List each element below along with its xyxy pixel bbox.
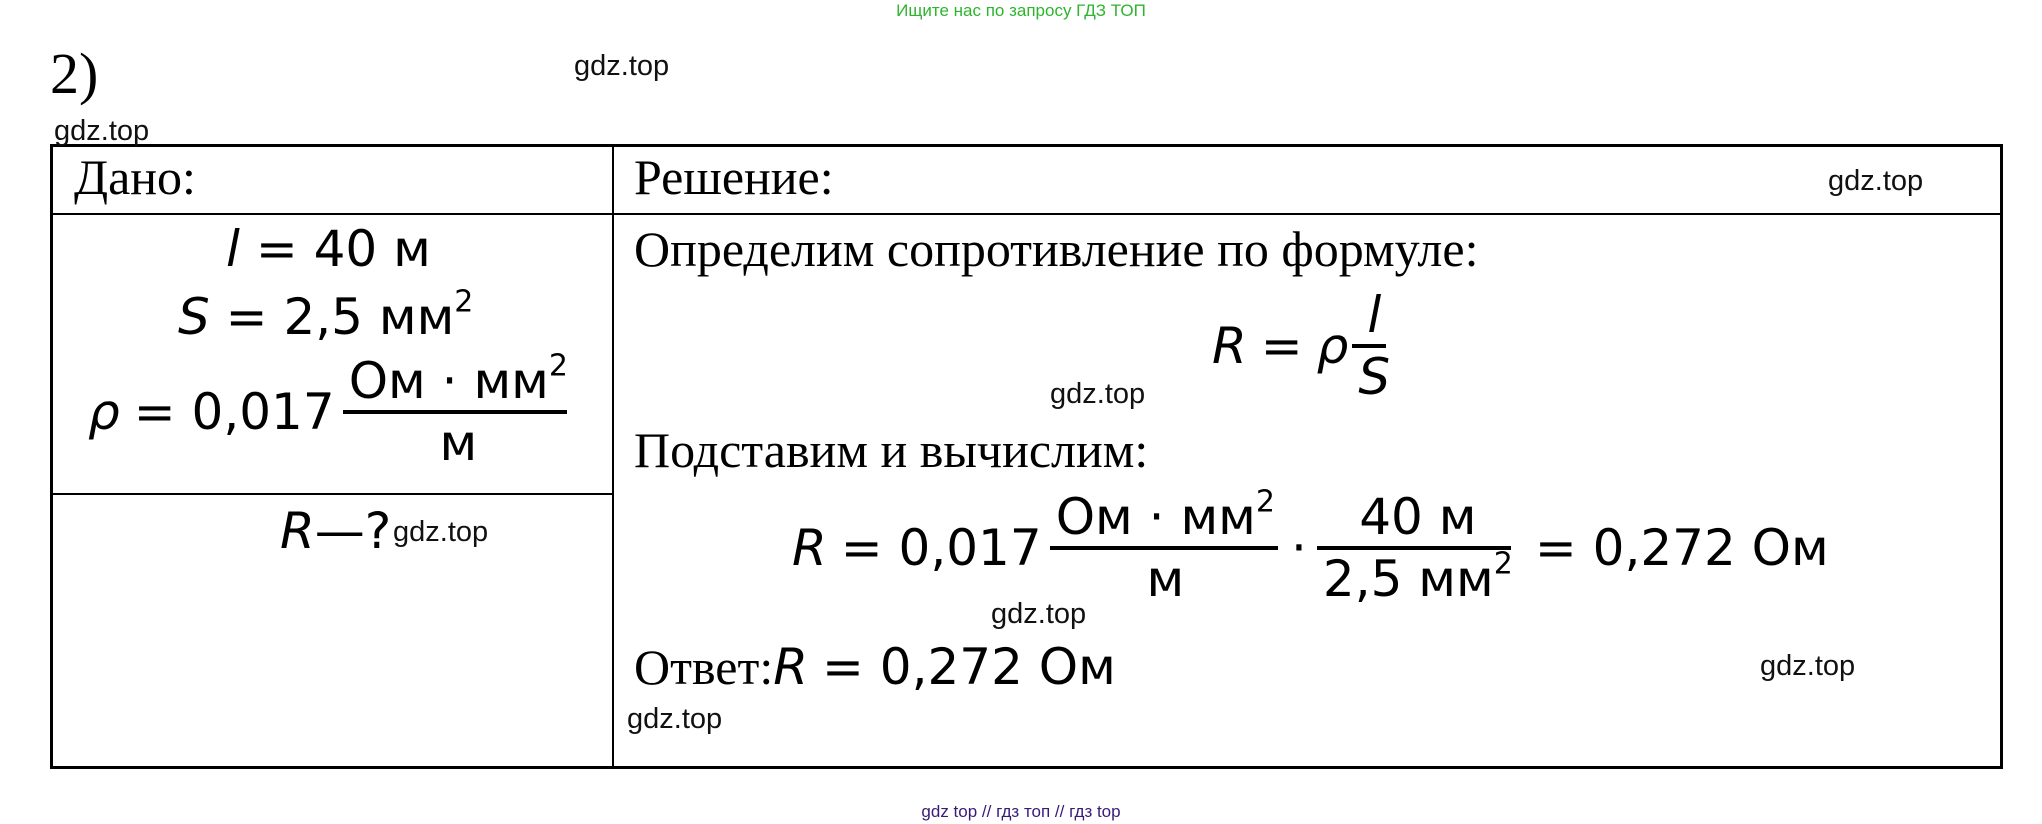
formula-denominator: S — [1358, 348, 1391, 406]
resistivity-symbol: ρ — [88, 383, 120, 441]
resistivity-units-numerator — [343, 348, 574, 410]
watermark: gdz.top — [1050, 378, 1146, 410]
calc-value-denominator-text: 2,5 мм — [1322, 550, 1494, 608]
formula-equals: = — [1260, 317, 1303, 375]
watermark: gdz.top — [393, 516, 489, 548]
watermark: gdz.top — [1760, 650, 1856, 682]
watermark: gdz.top — [54, 115, 150, 147]
answer — [634, 638, 1116, 696]
unknown-marker: —? — [314, 502, 392, 560]
given-find-divider — [50, 493, 614, 495]
resistivity-units-numerator-exponent: 2 — [548, 348, 568, 384]
answer-value: = 0,272 Ом — [821, 638, 1116, 696]
table-border-top — [50, 144, 2003, 147]
calc-value-denominator — [1317, 546, 1519, 608]
watermark: gdz.top — [991, 598, 1087, 630]
solution-intro: Определим сопротивление по формуле: — [634, 221, 1479, 277]
calc-value-numerator: 40 м — [1359, 488, 1477, 546]
calc-multiply: · — [1290, 519, 1307, 577]
calc-units-fraction — [1050, 484, 1281, 608]
resistivity-units-numerator-text: Ом · мм — [348, 352, 549, 410]
area-exponent: 2 — [454, 284, 474, 320]
formula-rho: ρ — [1316, 317, 1349, 375]
watermark: gdz.top — [627, 703, 723, 735]
watermark: gdz.top — [574, 50, 670, 82]
area-symbol: S — [178, 288, 210, 346]
calc-value-fraction — [1317, 488, 1519, 608]
table-header-divider — [50, 213, 2003, 215]
calc-coefficient: = 0,017 — [840, 519, 1042, 577]
calc-value-denominator-exponent: 2 — [1493, 546, 1513, 582]
answer-symbol: R — [773, 638, 808, 696]
given-resistivity — [88, 348, 574, 472]
formula-lhs: R — [1212, 317, 1247, 375]
resistance-formula — [1212, 286, 1396, 406]
calc-units-numerator-exponent: 2 — [1255, 484, 1275, 520]
table-border-right — [2000, 144, 2003, 769]
calc-units-numerator — [1050, 484, 1281, 546]
resistivity-value: = 0,017 — [133, 383, 335, 441]
find-unknown — [280, 502, 391, 560]
length-value: = 40 м — [255, 220, 431, 278]
calc-result: = 0,272 Ом — [1534, 519, 1829, 577]
calc-units-denominator: м — [1146, 550, 1185, 608]
length-symbol: l — [226, 220, 240, 278]
resistivity-units-denominator: м — [439, 414, 478, 472]
given-length — [226, 220, 431, 278]
bottom-banner: gdz top // гдз топ // гдз top — [921, 802, 1121, 821]
calculation — [792, 484, 1829, 608]
given-header: Дано: — [74, 149, 196, 205]
resistivity-units — [343, 348, 574, 472]
unknown-symbol: R — [280, 502, 315, 560]
watermark: gdz.top — [1828, 165, 1924, 197]
calc-lhs: R — [792, 519, 827, 577]
table-column-divider — [612, 144, 614, 769]
formula-fraction — [1352, 286, 1396, 406]
solution-header: Решение: — [634, 149, 834, 205]
top-banner: Ищите нас по запросу ГДЗ ТОП — [896, 1, 1146, 20]
problem-number: 2) — [50, 41, 99, 106]
given-area — [178, 284, 474, 346]
formula-numerator: l — [1367, 286, 1382, 344]
table-border-bottom — [50, 766, 2003, 769]
calc-units-numerator-text: Ом · мм — [1055, 488, 1256, 546]
answer-label: Ответ: — [634, 639, 774, 695]
area-value: = 2,5 мм — [225, 288, 455, 346]
calculation-intro: Подставим и вычислим: — [634, 422, 1149, 478]
table-border-left — [50, 144, 53, 769]
